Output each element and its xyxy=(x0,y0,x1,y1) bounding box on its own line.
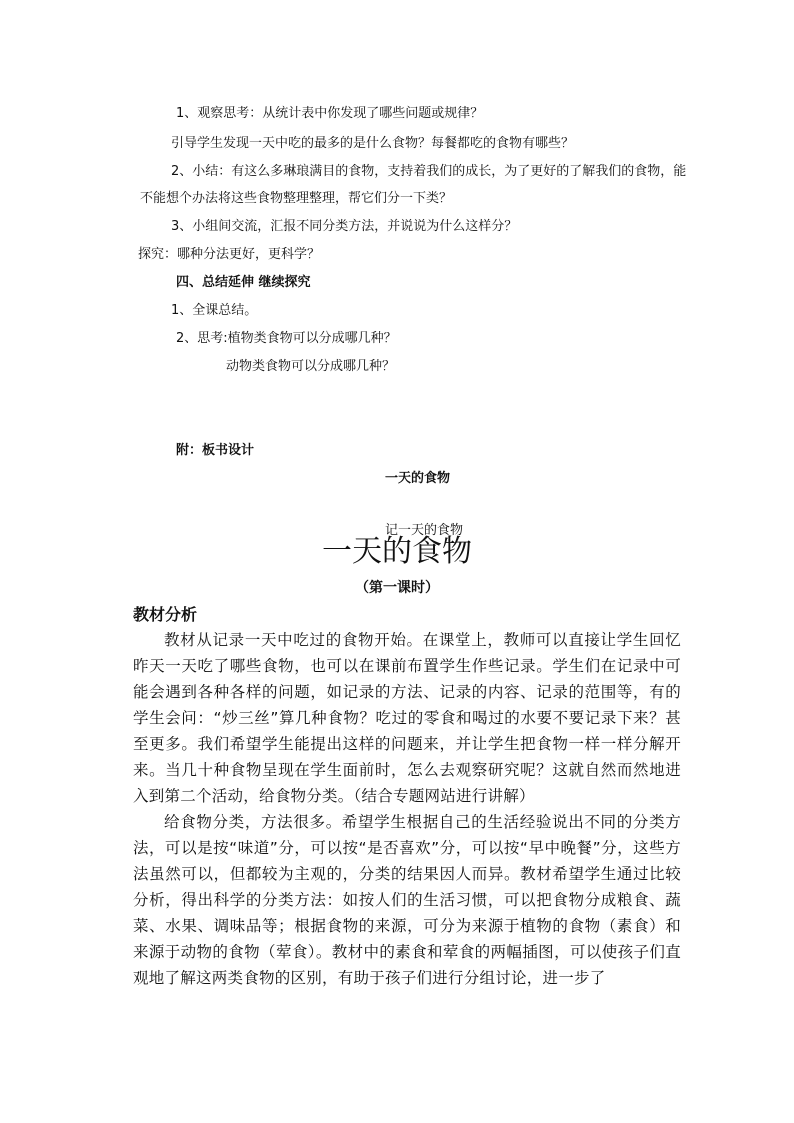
summary-line: 2、小结：有这么多琳琅满目的食物，支持着我们的成长，为了更好的了解我们的食物，能 xyxy=(171,164,687,179)
paragraph-2: 给食物分类，方法很多。希望学生根据自己的生活经验说出不同的分类方法，可以是按“味道”分，可以按“是否喜欢”分，可以按“早中晚餐”分，这些方法虽然可以，但都较为主观的，分类的结果因人而异。教材希望学生通过比较分析，得出科学的分类方法：如按人们的生活习惯，可以把食物分成粮食、蔬菜、水果、调味品等；根据食物的来源，可分为来源于植物的食物（素食）和来源于动物的食物（荤食）。教材中的素食和荤食的两幅插图，可以使孩子们直观地了解这两类食物的区别，有助于孩子们进行分组讨论，进一步了 xyxy=(133,813,681,987)
lesson-body xyxy=(133,627,681,991)
think-plant-line: 2、思考:植物类食物可以分成哪几种？ xyxy=(176,331,397,346)
board-title: 一天的食物 xyxy=(385,471,451,486)
lesson-title: 一天的食物 xyxy=(322,534,472,569)
paragraph-1: 教材从记录一天中吃过的食物开始。在课堂上，教师可以直接让学生回忆昨天一天吃了哪些食物，也可以在课前布置学生作些记录。学生们在记录中可能会遇到各种各样的问题，如记录的方法、记录的内容、记录的范围等，有的学生会问：“炒三丝”算几种食物？吃过的零食和喝过的水要不要记录下来？甚至更多。我们希望学生能提出这样的问题来，并让学生把食物一样一样分解开来。当几十种食物呈现在学生面前时，怎么去观察研究呢？这就自然而然地进入到第二个活动，给食物分类。（结合专题网站进行讲解） xyxy=(133,631,681,805)
course-summary-line: 1、全课总结。 xyxy=(171,303,258,318)
explore-line: 探究：哪种分法更好，更科学？ xyxy=(138,247,321,262)
board-design-heading: 附：板书设计 xyxy=(176,443,255,458)
board-subline: 记一天的食物 xyxy=(385,523,464,538)
lesson-subtitle: （第一课时） xyxy=(355,580,439,596)
guide-line: 引导学生发现一天中吃的最多的是什么食物？每餐都吃的食物有哪些？ xyxy=(171,136,575,151)
section4-heading: 四、总结延伸 继续探究 xyxy=(176,275,311,290)
think-animal-line: 动物类食物可以分成哪几种？ xyxy=(226,359,396,374)
observe-think-line: 1、观察思考：从统计表中你发现了哪些问题或规律？ xyxy=(176,106,484,121)
group-exchange-line: 3、小组间交流，汇报不同分类方法，并说说为什么这样分？ xyxy=(171,219,518,234)
section-heading: 教材分析 xyxy=(133,605,198,624)
summary-line-cont: 不能想个办法将这些食物整理整理，帮它们分一下类？ xyxy=(140,191,453,206)
